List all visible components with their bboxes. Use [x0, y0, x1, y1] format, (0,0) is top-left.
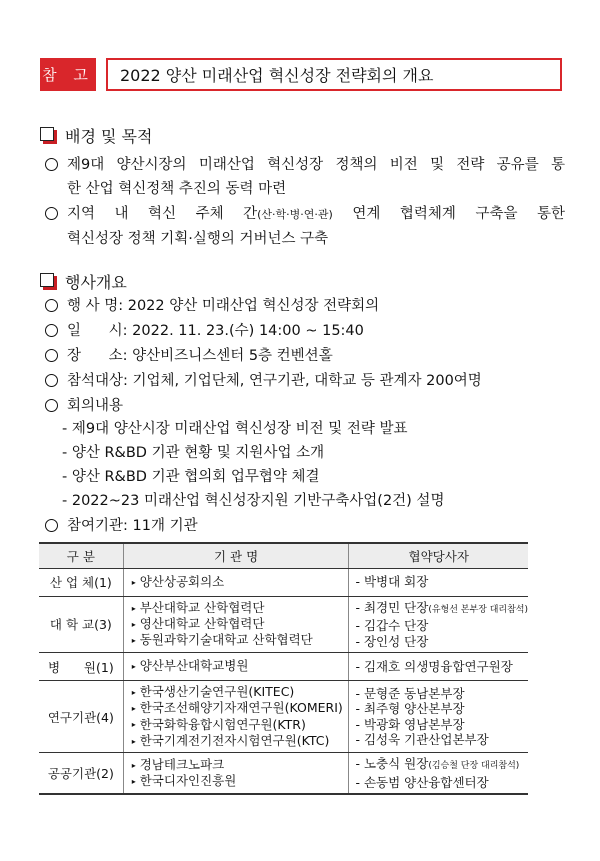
- event-item-date: 일 시: 2022. 11. 23.(수) 14:00 ~ 15:40: [45, 319, 565, 343]
- table-header-row: [39, 543, 528, 568]
- representative-name: - 장인성 단장: [355, 633, 429, 649]
- header-organization: 기 관 명: [123, 543, 349, 568]
- representative-cell: [349, 568, 528, 596]
- agenda-item: - 양산 R&BD 기관 현황 및 지원사업 소개: [62, 445, 325, 461]
- organization-name: ▸ 한국조선해양기자재연구원(KOMERI): [131, 700, 343, 716]
- circle-bullet-icon: [45, 519, 58, 532]
- triangle-bullet-icon: ▸: [131, 619, 136, 629]
- category-cell: 연구기관(4): [39, 681, 123, 753]
- representative-name: - 박광화 영남본부장: [355, 716, 465, 732]
- organization-name: ▸ 양산부산대학교병원: [131, 658, 249, 674]
- triangle-bullet-icon: ▸: [131, 704, 136, 713]
- organization-name: ▸ 양산상공회의소: [131, 573, 225, 589]
- triangle-bullet-icon: ▸: [131, 636, 136, 646]
- organization-name: ▸ 동원과학기술대학교 산학협력단: [131, 632, 313, 648]
- circle-bullet-icon: [45, 324, 58, 337]
- participants-table: [39, 542, 528, 795]
- table-row: [39, 568, 528, 596]
- circle-bullet-icon: [45, 207, 58, 220]
- checkbox-square-icon: [40, 273, 57, 290]
- table-row: [39, 653, 528, 681]
- organization-cell: [123, 568, 349, 596]
- triangle-bullet-icon: ▸: [131, 577, 136, 587]
- representative-cell: [349, 753, 528, 795]
- triangle-bullet-icon: ▸: [131, 687, 136, 697]
- organization-cell: [123, 596, 349, 653]
- event-item-participants: 참여기관: 11개 기관: [45, 514, 565, 538]
- event-item-place: 장 소: 양산비즈니스센터 5층 컨벤션홀: [45, 344, 565, 368]
- circle-bullet-icon: [45, 374, 58, 387]
- proxy-note: (김승철 단장 대리참석): [428, 761, 520, 771]
- representative-name: - 손동범 양산융합센터장: [355, 774, 489, 790]
- representative-name: - 김성욱 기관산업본부장: [355, 732, 489, 747]
- background-bullet-1: 제9대 양산시장의 미래산업 혁신성장 정책의 비전 및 전략 공유를 통 한 산업 혁신정책 추진의 동력 마련: [45, 153, 565, 201]
- proxy-note: (유형선 본부장 대리참석): [428, 604, 528, 615]
- representative-cell: [349, 653, 528, 681]
- triangle-bullet-icon: ▸: [131, 776, 136, 786]
- triangle-bullet-icon: ▸: [131, 736, 136, 746]
- representative-name: - 문형준 동남본부장: [355, 685, 465, 701]
- circle-bullet-icon: [45, 299, 58, 312]
- checkbox-square-icon: [40, 127, 57, 144]
- organization-cell: [123, 653, 349, 681]
- category-cell: 병 원(1): [39, 653, 123, 681]
- circle-bullet-icon: [45, 349, 58, 362]
- organization-name: ▸ 경남테크노파크: [131, 756, 225, 772]
- organization-cell: [123, 753, 349, 795]
- header-representative: 협약당사자: [349, 543, 528, 568]
- table-row: [39, 753, 528, 795]
- table-row: [39, 681, 528, 753]
- event-item-name: 행 사 명: 2022 양산 미래산업 혁신성장 전략회의: [45, 294, 565, 318]
- representative-cell: [349, 681, 528, 753]
- representative-name: - 최주형 양산본부장: [355, 701, 465, 716]
- category-cell: 대 학 교(3): [39, 596, 123, 653]
- reference-tag: 참 고: [40, 58, 96, 91]
- document-title: 2022 양산 미래산업 혁신성장 전략회의 개요: [106, 58, 562, 91]
- agenda-item: - 양산 R&BD 기관 협의회 업무협약 체결: [62, 469, 320, 485]
- organization-name: ▸ 영산대학교 산학협력단: [131, 616, 265, 632]
- triangle-bullet-icon: ▸: [131, 603, 136, 613]
- representative-name: - 김갑수 단장: [355, 618, 429, 633]
- organization-name: ▸ 한국기계전기전자시험연구원(KTC): [131, 732, 330, 748]
- section-heading-event: 행사개요: [40, 270, 127, 293]
- triangle-bullet-icon: ▸: [131, 720, 136, 730]
- organization-name: ▸ 한국디자인진흥원: [131, 773, 237, 788]
- organization-name: ▸ 한국생산기술연구원(KITEC): [131, 684, 295, 699]
- category-cell: 산 업 체(1): [39, 568, 123, 596]
- organization-name: ▸ 부산대학교 산학협력단: [131, 599, 265, 615]
- representative-cell: [349, 596, 528, 653]
- header-category: 구 분: [39, 543, 123, 568]
- representative-name: - 김재호 의생명융합연구원장: [355, 658, 513, 674]
- triangle-bullet-icon: ▸: [131, 662, 136, 672]
- agenda-item: - 2022~23 미래산업 혁신성장지원 기반구축사업(2건) 설명: [62, 493, 445, 509]
- organization-cell: [123, 681, 349, 753]
- organization-name: ▸ 한국화학융합시험연구원(KTR): [131, 716, 306, 732]
- document-title-box: [40, 58, 562, 91]
- triangle-bullet-icon: ▸: [131, 760, 136, 770]
- section-heading-background: 배경 및 목적: [40, 124, 152, 147]
- representative-name: - 노충식 원장(김승철 단장 대리참석): [355, 756, 520, 771]
- circle-bullet-icon: [45, 158, 58, 171]
- agenda-item: - 제9대 양산시장 미래산업 혁신성장 비전 및 전략 발표: [62, 421, 408, 437]
- representative-name: - 최경민 단장(유형선 본부장 대리참석): [355, 599, 528, 615]
- event-item-agenda: 회의내용: [45, 394, 565, 418]
- circle-bullet-icon: [45, 399, 58, 412]
- representative-name: - 박병대 회장: [355, 574, 429, 590]
- event-item-attendees: 참석대상: 기업체, 기업단체, 연구기관, 대학교 등 관계자 200여명: [45, 369, 565, 393]
- category-cell: 공공기관(2): [39, 753, 123, 795]
- background-bullet-2: 지역 내 혁신 주체 간(산·학·병·연·관) 연계 협력체계 구축을 통한 혁신성장 정책 기획·실행의 거버넌스 구축: [45, 202, 565, 251]
- table-row: [39, 596, 528, 653]
